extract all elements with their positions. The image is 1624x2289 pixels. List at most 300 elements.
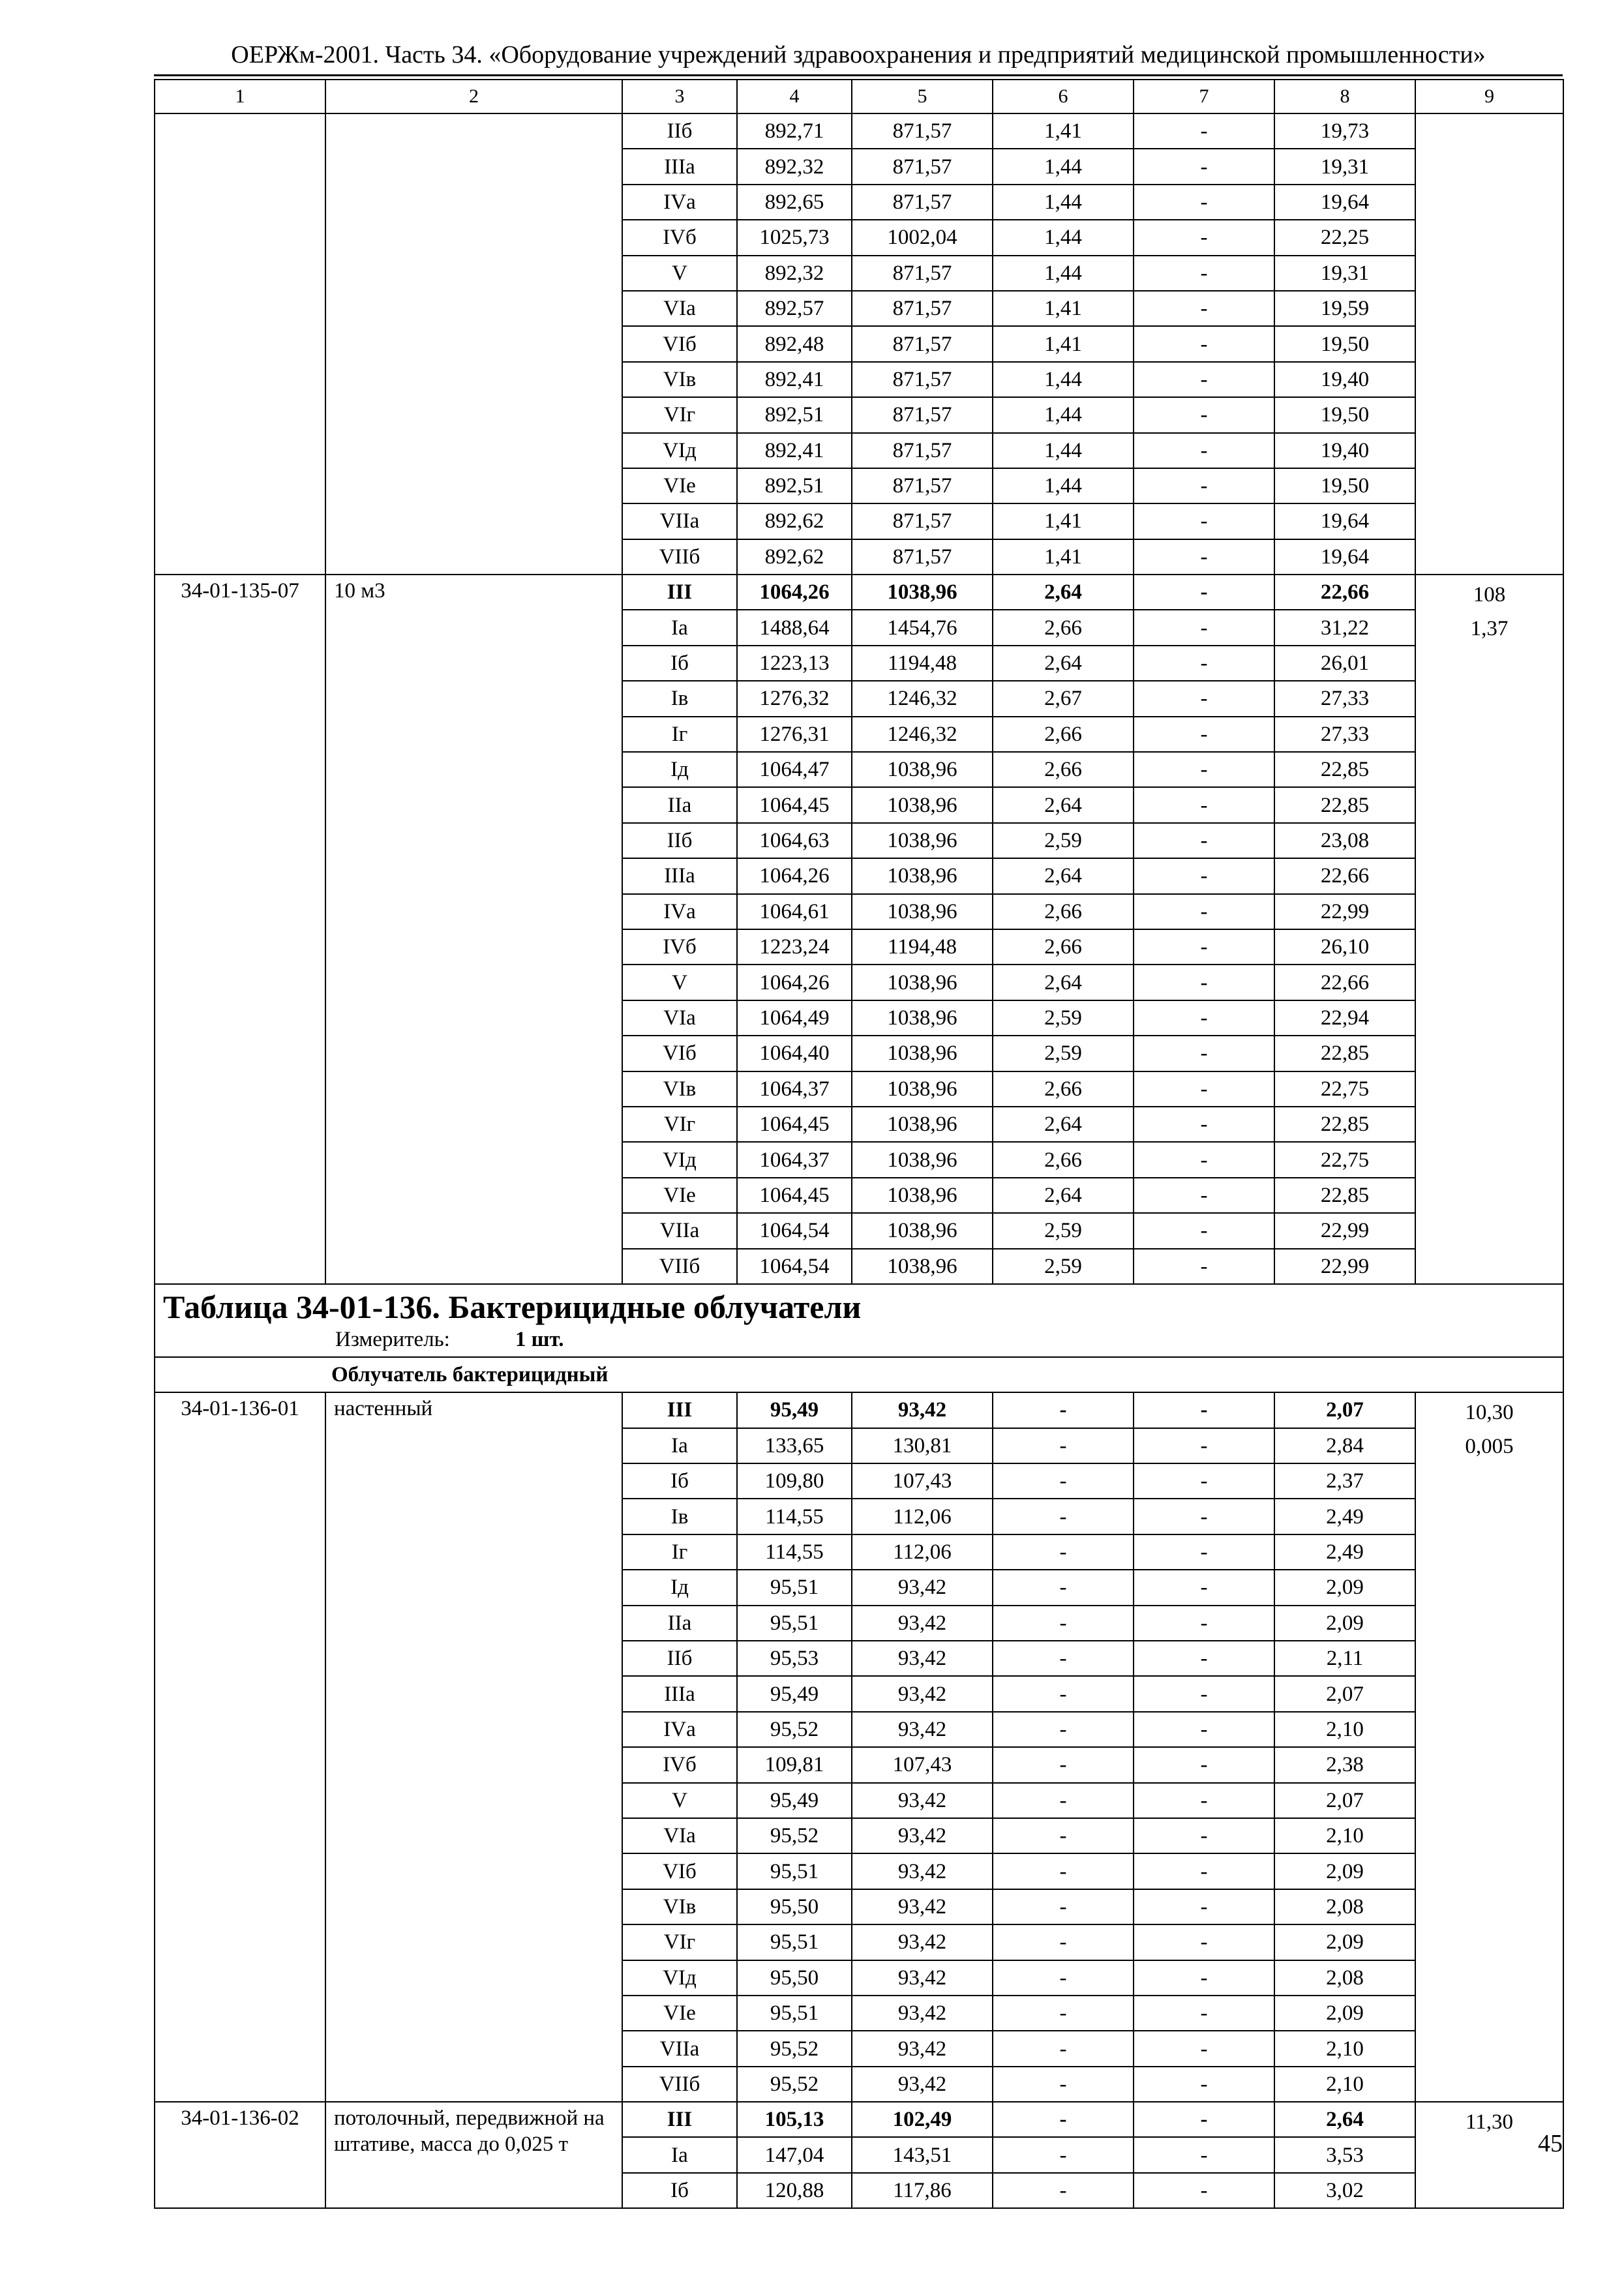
value-cell: 19,40 <box>1274 362 1415 397</box>
rate-code: 34-01-136-01 <box>155 1392 325 2102</box>
value-cell: 19,50 <box>1274 397 1415 432</box>
zone-cell: IVа <box>622 1712 737 1747</box>
zone-cell: VIб <box>622 326 737 361</box>
value-cell: 892,65 <box>737 185 852 220</box>
value-cell: 2,49 <box>1274 1499 1415 1534</box>
value-cell: 871,57 <box>852 185 993 220</box>
value-cell: 3,02 <box>1274 2173 1415 2208</box>
rate-code: 34-01-136-02 <box>155 2102 325 2208</box>
value-cell: 1,44 <box>993 185 1134 220</box>
value-cell: 892,48 <box>737 326 852 361</box>
zone-cell: VIIа <box>622 1213 737 1248</box>
value-cell: - <box>1134 1534 1274 1570</box>
value-cell: 95,53 <box>737 1641 852 1676</box>
value-cell: - <box>993 1712 1134 1747</box>
extra-cell <box>1415 1392 1563 2102</box>
zone-cell: VIе <box>622 1996 737 2031</box>
value-cell: 1025,73 <box>737 220 852 255</box>
value-cell: 892,41 <box>737 362 852 397</box>
zone-cell: IIа <box>622 1606 737 1641</box>
zone-cell: VIд <box>622 433 737 468</box>
value-cell: 1038,96 <box>852 1036 993 1071</box>
value-cell: 2,09 <box>1274 1853 1415 1889</box>
value-cell: 95,49 <box>737 1392 852 1428</box>
value-cell: 2,11 <box>1274 1641 1415 1676</box>
value-cell: 1454,76 <box>852 610 993 645</box>
rate-name: потолочный, передвижной на штативе, масса до 0,025 т <box>325 2102 622 2208</box>
value-cell: 1064,61 <box>737 894 852 929</box>
value-cell: 1276,31 <box>737 717 852 752</box>
rate-name <box>325 113 622 575</box>
value-cell: 93,42 <box>852 1996 993 2031</box>
value-cell: - <box>1134 1889 1274 1924</box>
value-cell: 22,99 <box>1274 1249 1415 1284</box>
value-cell: 1064,49 <box>737 1000 852 1036</box>
value-cell: 1002,04 <box>852 220 993 255</box>
value-cell: - <box>1134 823 1274 858</box>
value-cell: - <box>1134 220 1274 255</box>
page-header: ОЕРЖм-2001. Часть 34. «Оборудование учреждений здравоохранения и предприятий медицинской промышленности» <box>231 41 1486 68</box>
value-cell: - <box>993 1534 1134 1570</box>
value-cell: 109,80 <box>737 1463 852 1499</box>
zone-cell: VIIб <box>622 2067 737 2102</box>
value-cell: 2,49 <box>1274 1534 1415 1570</box>
zone-cell: Iв <box>622 1499 737 1534</box>
extra-cell <box>1415 113 1563 575</box>
zone-cell: VIе <box>622 1178 737 1213</box>
extra-value: 1,37 <box>1470 617 1509 641</box>
value-cell: 1038,96 <box>852 1000 993 1036</box>
value-cell: 22,99 <box>1274 894 1415 929</box>
zone-cell: Iа <box>622 610 737 645</box>
value-cell: 117,86 <box>852 2173 993 2208</box>
value-cell: 93,42 <box>852 1889 993 1924</box>
value-cell: - <box>1134 1783 1274 1818</box>
value-cell: - <box>1134 1000 1274 1036</box>
table-row <box>155 1392 1563 1428</box>
value-cell: - <box>1134 1712 1274 1747</box>
value-cell: - <box>1134 397 1274 432</box>
value-cell: 27,33 <box>1274 717 1415 752</box>
value-cell: - <box>993 1783 1134 1818</box>
zone-cell: IVа <box>622 185 737 220</box>
value-cell: 2,10 <box>1274 2067 1415 2102</box>
value-cell: 22,75 <box>1274 1071 1415 1107</box>
value-cell: 2,59 <box>993 1036 1134 1071</box>
value-cell: - <box>1134 681 1274 716</box>
value-cell: 2,37 <box>1274 1463 1415 1499</box>
value-cell: 19,31 <box>1274 149 1415 184</box>
value-cell: 133,65 <box>737 1428 852 1463</box>
value-cell: 22,66 <box>1274 965 1415 1000</box>
value-cell: 95,51 <box>737 1996 852 2031</box>
value-cell: - <box>1134 1606 1274 1641</box>
value-cell: - <box>993 1960 1134 1996</box>
extra-cell <box>1415 575 1563 1284</box>
value-cell: 871,57 <box>852 149 993 184</box>
value-cell: 2,08 <box>1274 1889 1415 1924</box>
value-cell: 105,13 <box>737 2102 852 2137</box>
zone-cell: IIIа <box>622 858 737 893</box>
zone-cell: IIIа <box>622 1676 737 1711</box>
value-cell: 19,64 <box>1274 503 1415 539</box>
zone-cell: Iб <box>622 646 737 681</box>
value-cell: 1038,96 <box>852 1249 993 1284</box>
rate-name: настенный <box>325 1392 622 2102</box>
value-cell: 1,41 <box>993 539 1134 575</box>
value-cell: 2,09 <box>1274 1570 1415 1605</box>
value-cell: 2,84 <box>1274 1428 1415 1463</box>
value-cell: - <box>1134 539 1274 575</box>
value-cell: 2,59 <box>993 1000 1134 1036</box>
value-cell: 22,66 <box>1274 858 1415 893</box>
zone-cell: Iг <box>622 717 737 752</box>
value-cell: 95,51 <box>737 1606 852 1641</box>
value-cell: 93,42 <box>852 1570 993 1605</box>
zone-cell: VIд <box>622 1960 737 1996</box>
value-cell: 22,85 <box>1274 752 1415 787</box>
value-cell: 93,42 <box>852 1853 993 1889</box>
zone-cell: VIIа <box>622 503 737 539</box>
value-cell: 2,66 <box>993 752 1134 787</box>
value-cell: - <box>1134 1853 1274 1889</box>
value-cell: - <box>1134 1570 1274 1605</box>
value-cell: 93,42 <box>852 1641 993 1676</box>
value-cell: 114,55 <box>737 1534 852 1570</box>
value-cell: 1064,40 <box>737 1036 852 1071</box>
column-number: 9 <box>1415 80 1563 113</box>
value-cell: 1488,64 <box>737 610 852 645</box>
value-cell: 871,57 <box>852 397 993 432</box>
value-cell: - <box>1134 1996 1274 2031</box>
zone-cell: VIа <box>622 1000 737 1036</box>
zone-cell: VIг <box>622 397 737 432</box>
value-cell: 22,75 <box>1274 1142 1415 1177</box>
value-cell: - <box>993 1818 1134 1853</box>
zone-cell: VIг <box>622 1107 737 1142</box>
value-cell: - <box>1134 610 1274 645</box>
value-cell: 107,43 <box>852 1463 993 1499</box>
value-cell: 93,42 <box>852 1676 993 1711</box>
column-number: 8 <box>1274 80 1415 113</box>
zone-cell: IVб <box>622 220 737 255</box>
value-cell: 892,41 <box>737 433 852 468</box>
value-cell: 1,41 <box>993 503 1134 539</box>
zone-cell: V <box>622 1783 737 1818</box>
value-cell: - <box>1134 575 1274 610</box>
value-cell: 1038,96 <box>852 1178 993 1213</box>
zone-cell: VIа <box>622 291 737 326</box>
value-cell: 2,66 <box>993 610 1134 645</box>
value-cell: 1,44 <box>993 149 1134 184</box>
zone-cell: VIб <box>622 1036 737 1071</box>
value-cell: 95,50 <box>737 1960 852 1996</box>
value-cell: 95,49 <box>737 1676 852 1711</box>
value-cell: 93,42 <box>852 1960 993 1996</box>
value-cell: 892,51 <box>737 468 852 503</box>
value-cell: 2,59 <box>993 823 1134 858</box>
measure-value: 1 шт. <box>515 1327 564 1351</box>
value-cell: 892,62 <box>737 539 852 575</box>
value-cell: 107,43 <box>852 1747 993 1782</box>
header-rule <box>154 74 1563 76</box>
value-cell: 114,55 <box>737 1499 852 1534</box>
value-cell: 1194,48 <box>852 646 993 681</box>
value-cell: - <box>1134 894 1274 929</box>
value-cell: - <box>1134 929 1274 965</box>
value-cell: 93,42 <box>852 2031 993 2066</box>
value-cell: 892,62 <box>737 503 852 539</box>
zone-cell: Iб <box>622 1463 737 1499</box>
value-cell: 871,57 <box>852 503 993 539</box>
value-cell: - <box>1134 1107 1274 1142</box>
value-cell: 22,66 <box>1274 575 1415 610</box>
group-label: Облучатель бактерицидный <box>155 1357 1563 1392</box>
value-cell: 1038,96 <box>852 575 993 610</box>
value-cell: 27,33 <box>1274 681 1415 716</box>
value-cell: 1038,96 <box>852 1107 993 1142</box>
value-cell: 95,51 <box>737 1853 852 1889</box>
value-cell: - <box>1134 752 1274 787</box>
value-cell: 120,88 <box>737 2173 852 2208</box>
value-cell: - <box>1134 965 1274 1000</box>
zone-cell: VIе <box>622 468 737 503</box>
value-cell: - <box>1134 503 1274 539</box>
value-cell: - <box>993 2137 1134 2172</box>
value-cell: 1038,96 <box>852 894 993 929</box>
value-cell: 1,44 <box>993 220 1134 255</box>
zone-cell: VIв <box>622 362 737 397</box>
value-cell: 19,40 <box>1274 433 1415 468</box>
column-number: 1 <box>155 80 325 113</box>
value-cell: 22,85 <box>1274 787 1415 822</box>
value-cell: 1038,96 <box>852 1213 993 1248</box>
value-cell: - <box>1134 149 1274 184</box>
value-cell: 95,51 <box>737 1924 852 1960</box>
value-cell: - <box>1134 1960 1274 1996</box>
rates-table <box>154 79 1564 2209</box>
table-section-header <box>155 1284 1563 1357</box>
value-cell: 95,51 <box>737 1570 852 1605</box>
value-cell: - <box>1134 2137 1274 2172</box>
zone-cell: VIв <box>622 1071 737 1107</box>
value-cell: 1064,45 <box>737 1107 852 1142</box>
value-cell: - <box>1134 1499 1274 1534</box>
group-label-row <box>155 1357 1563 1392</box>
table-row <box>155 2102 1563 2137</box>
value-cell: - <box>993 1924 1134 1960</box>
value-cell: 1064,45 <box>737 787 852 822</box>
value-cell: 1064,63 <box>737 823 852 858</box>
value-cell: 871,57 <box>852 256 993 291</box>
value-cell: 147,04 <box>737 2137 852 2172</box>
value-cell: 93,42 <box>852 1924 993 1960</box>
zone-cell: VIг <box>622 1924 737 1960</box>
value-cell: - <box>1134 1392 1274 1428</box>
value-cell: 1038,96 <box>852 787 993 822</box>
value-cell: - <box>993 1676 1134 1711</box>
value-cell: 892,51 <box>737 397 852 432</box>
value-cell: 2,64 <box>993 1107 1134 1142</box>
value-cell: - <box>1134 326 1274 361</box>
zone-cell: Iд <box>622 1570 737 1605</box>
value-cell: 2,64 <box>993 646 1134 681</box>
column-number: 6 <box>993 80 1134 113</box>
value-cell: - <box>1134 185 1274 220</box>
zone-cell: VIIб <box>622 1249 737 1284</box>
value-cell: - <box>1134 1463 1274 1499</box>
value-cell: - <box>1134 1641 1274 1676</box>
zone-cell: III <box>622 1392 737 1428</box>
value-cell: - <box>1134 362 1274 397</box>
zone-cell: IIа <box>622 787 737 822</box>
table-title: Таблица 34-01-136. Бактерицидные облучатели <box>163 1288 862 1325</box>
value-cell: 26,01 <box>1274 646 1415 681</box>
value-cell: 1223,24 <box>737 929 852 965</box>
value-cell: 1,44 <box>993 362 1134 397</box>
value-cell: 19,50 <box>1274 468 1415 503</box>
value-cell: - <box>1134 1747 1274 1782</box>
value-cell: - <box>993 2067 1134 2102</box>
value-cell: - <box>1134 468 1274 503</box>
measure-label: Измеритель: <box>335 1327 450 1351</box>
value-cell: - <box>1134 1036 1274 1071</box>
value-cell: - <box>1134 787 1274 822</box>
value-cell: - <box>1134 646 1274 681</box>
value-cell: 871,57 <box>852 433 993 468</box>
value-cell: - <box>993 1747 1134 1782</box>
value-cell: 1038,96 <box>852 752 993 787</box>
value-cell: 1,44 <box>993 397 1134 432</box>
value-cell: - <box>993 2031 1134 2066</box>
value-cell: 19,31 <box>1274 256 1415 291</box>
value-cell: 2,66 <box>993 894 1134 929</box>
zone-cell: VIд <box>622 1142 737 1177</box>
value-cell: 2,07 <box>1274 1783 1415 1818</box>
value-cell: 143,51 <box>852 2137 993 2172</box>
value-cell: 19,73 <box>1274 113 1415 149</box>
value-cell: - <box>1134 2102 1274 2137</box>
value-cell: - <box>1134 1213 1274 1248</box>
value-cell: 892,32 <box>737 256 852 291</box>
value-cell: 2,64 <box>993 858 1134 893</box>
value-cell: 1,41 <box>993 291 1134 326</box>
column-number-row <box>155 80 1563 113</box>
value-cell: 1223,13 <box>737 646 852 681</box>
zone-cell: V <box>622 965 737 1000</box>
value-cell: 93,42 <box>852 1712 993 1747</box>
value-cell: 1064,37 <box>737 1071 852 1107</box>
value-cell: 2,10 <box>1274 1818 1415 1853</box>
value-cell: - <box>1134 2173 1274 2208</box>
value-cell: 871,57 <box>852 113 993 149</box>
value-cell: - <box>1134 2031 1274 2066</box>
value-cell: 871,57 <box>852 291 993 326</box>
value-cell: 871,57 <box>852 539 993 575</box>
table-title-cell <box>155 1284 1563 1357</box>
rate-name: 10 м3 <box>325 575 622 1284</box>
value-cell: 2,66 <box>993 1142 1134 1177</box>
zone-cell: IIIа <box>622 149 737 184</box>
value-cell: 2,66 <box>993 929 1134 965</box>
value-cell: - <box>1134 1249 1274 1284</box>
value-cell: 22,99 <box>1274 1213 1415 1248</box>
value-cell: 2,07 <box>1274 1392 1415 1428</box>
value-cell: 2,64 <box>993 1178 1134 1213</box>
zone-cell: VIв <box>622 1889 737 1924</box>
value-cell: 93,42 <box>852 1392 993 1428</box>
value-cell: - <box>993 1428 1134 1463</box>
value-cell: 892,71 <box>737 113 852 149</box>
value-cell: 1,41 <box>993 113 1134 149</box>
zone-cell: IIб <box>622 1641 737 1676</box>
zone-cell: Iа <box>622 2137 737 2172</box>
value-cell: 2,64 <box>993 575 1134 610</box>
value-cell: 95,52 <box>737 2031 852 2066</box>
value-cell: 1038,96 <box>852 858 993 893</box>
value-cell: - <box>1134 717 1274 752</box>
value-cell: 26,10 <box>1274 929 1415 965</box>
value-cell: 112,06 <box>852 1534 993 1570</box>
value-cell: - <box>1134 1924 1274 1960</box>
value-cell: 1064,26 <box>737 575 852 610</box>
value-cell: - <box>1134 1818 1274 1853</box>
value-cell: - <box>993 1889 1134 1924</box>
column-number: 5 <box>852 80 993 113</box>
rates-table-body <box>155 80 1563 2208</box>
value-cell: - <box>993 1570 1134 1605</box>
value-cell: 2,64 <box>1274 2102 1415 2137</box>
value-cell: 871,57 <box>852 326 993 361</box>
value-cell: 1064,26 <box>737 858 852 893</box>
zone-cell: IIб <box>622 113 737 149</box>
value-cell: - <box>993 1392 1134 1428</box>
value-cell: 19,59 <box>1274 291 1415 326</box>
zone-cell: VIб <box>622 1853 737 1889</box>
value-cell: - <box>993 1499 1134 1534</box>
value-cell: 3,53 <box>1274 2137 1415 2172</box>
value-cell: 93,42 <box>852 1606 993 1641</box>
value-cell: 1276,32 <box>737 681 852 716</box>
value-cell: 2,59 <box>993 1249 1134 1284</box>
value-cell: - <box>993 2173 1134 2208</box>
column-number: 3 <box>622 80 737 113</box>
value-cell: 2,38 <box>1274 1747 1415 1782</box>
value-cell: 112,06 <box>852 1499 993 1534</box>
value-cell: 22,85 <box>1274 1036 1415 1071</box>
value-cell: - <box>993 1641 1134 1676</box>
value-cell: 31,22 <box>1274 610 1415 645</box>
value-cell: 130,81 <box>852 1428 993 1463</box>
zone-cell: Iг <box>622 1534 737 1570</box>
value-cell: 22,25 <box>1274 220 1415 255</box>
value-cell: 1064,37 <box>737 1142 852 1177</box>
rate-code <box>155 113 325 575</box>
zone-cell: IIб <box>622 823 737 858</box>
value-cell: - <box>1134 1428 1274 1463</box>
value-cell: 1,44 <box>993 256 1134 291</box>
value-cell: 1064,54 <box>737 1249 852 1284</box>
value-cell: 22,94 <box>1274 1000 1415 1036</box>
value-cell: 1064,45 <box>737 1178 852 1213</box>
value-cell: 1,41 <box>993 326 1134 361</box>
value-cell: 2,64 <box>993 965 1134 1000</box>
value-cell: 1038,96 <box>852 965 993 1000</box>
value-cell: 2,07 <box>1274 1676 1415 1711</box>
value-cell: 892,57 <box>737 291 852 326</box>
value-cell: 1064,54 <box>737 1213 852 1248</box>
value-cell: 22,85 <box>1274 1107 1415 1142</box>
